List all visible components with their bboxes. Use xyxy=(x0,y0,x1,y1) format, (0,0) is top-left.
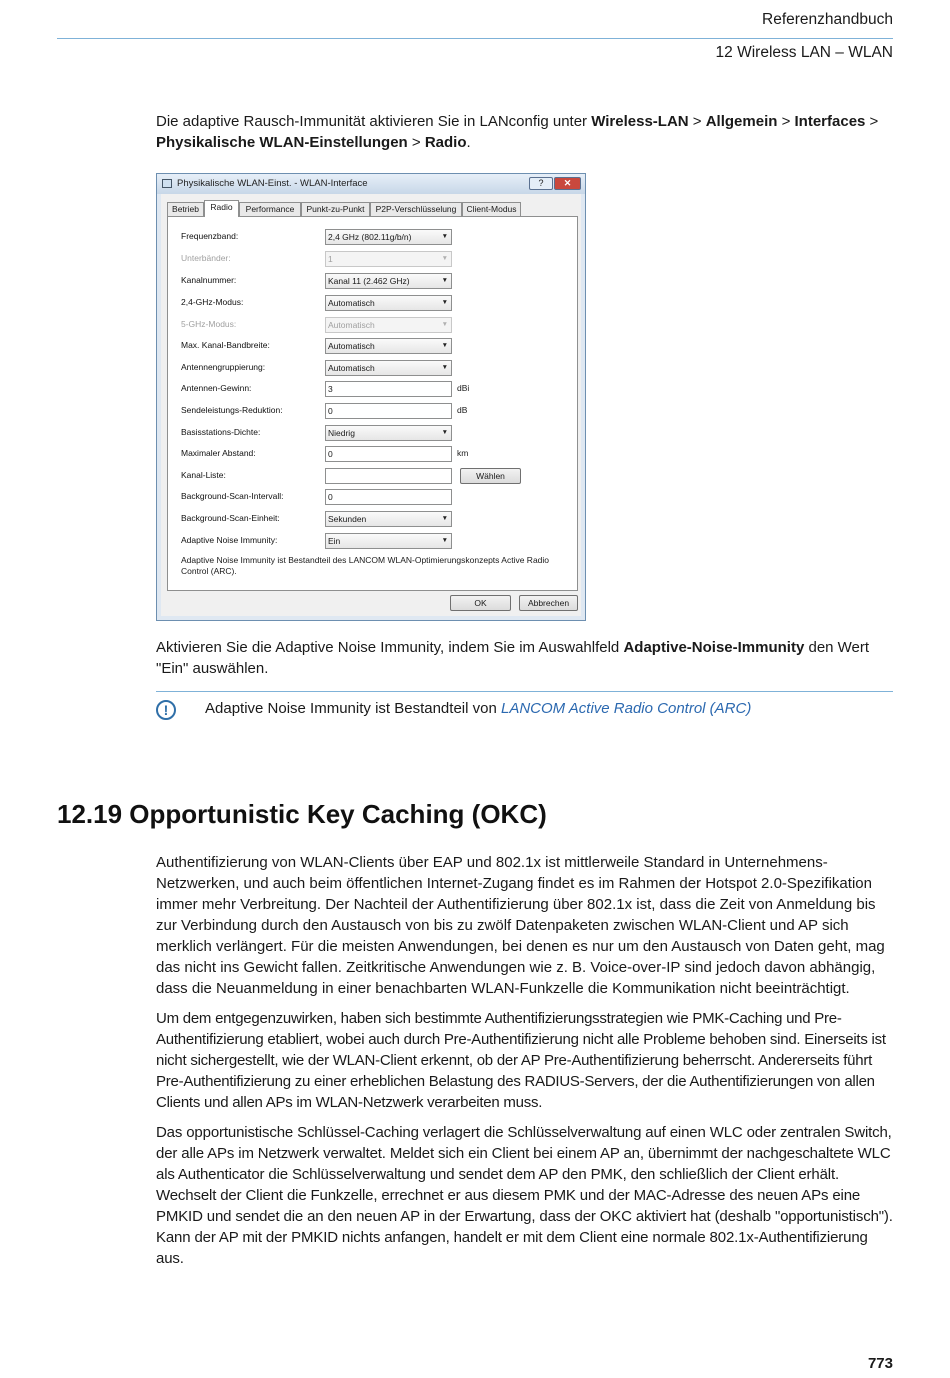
unit-label: dB xyxy=(457,405,468,415)
cancel-button[interactable]: Abbrechen xyxy=(519,595,578,611)
radio-panel xyxy=(167,216,578,591)
body-paragraph-3: Das opportunistische Schlüssel-Caching verlagert die Schlüsselverwaltung auf einen WLC oder zentralen Switch, der alle APs im Netzwerk verwaltet. Meldet sich ein Client bei einem AP an, übernimmt der nachgeschaltete WLC als Authenticator die Schlüsselverwaltung und sendet dem AP den PMK, den schließlich der Client erhält. Wechselt der Client die Funkzelle, errechnet er aus diesem PMK und der MAC-Adresse des neuen APs eine PMKID und sendet die an den neuen AP in der Erwartung, dass der OKC aktiviert hat (deshalb "opportunistisch"). Kann der AP mit der PMKID nichts anfangen, handelt er mit dem Client eine normale 802.1x-Authentifizierung aus. xyxy=(156,1124,893,1267)
scan-interval-input[interactable]: 0 xyxy=(325,489,452,505)
frequenzband-select[interactable]: 2,4 GHz (802.11g/b/n) ▼ xyxy=(325,229,452,245)
mode-5ghz-select: Automatisch ▼ xyxy=(325,317,452,333)
antenna-gain-input[interactable]: 3 xyxy=(325,381,452,397)
tab-performance[interactable]: Performance xyxy=(239,202,301,216)
instruction-paragraph xyxy=(156,637,894,679)
field-label: Basisstations-Dichte: xyxy=(181,427,261,437)
field-label: Adaptive Noise Immunity: xyxy=(181,535,278,545)
field-label: Background-Scan-Intervall: xyxy=(181,491,284,501)
intro-text: Die adaptive Rausch-Immunität aktivieren Sie in LANconfig unter xyxy=(156,113,592,130)
menu-path-wlan: Wireless-LAN xyxy=(591,113,689,130)
tab-radio[interactable]: Radio xyxy=(204,200,239,217)
field-label: Kanal-Liste: xyxy=(181,470,226,480)
max-distance-input[interactable]: 0 xyxy=(325,446,452,462)
info-note xyxy=(205,700,751,717)
ok-button[interactable]: OK xyxy=(450,595,511,611)
field-label: Kanalnummer: xyxy=(181,275,237,285)
menu-path-allgemein: Allgemein xyxy=(705,113,778,130)
field-label: Unterbänder: xyxy=(181,253,231,263)
bandwidth-select[interactable]: Automatisch ▼ xyxy=(325,338,452,354)
info-text: Adaptive Noise Immunity ist Bestandteil von xyxy=(205,700,501,717)
dialog-note: Adaptive Noise Immunity ist Bestandteil des LANCOM WLAN-Optimierungskonzepts Active Radio Control (ARC). xyxy=(181,555,550,576)
tab-punkt-zu-punkt[interactable]: Punkt-zu-Punkt xyxy=(301,202,370,216)
path-separator: > xyxy=(777,113,795,130)
info-icon: ! xyxy=(156,700,176,720)
field-label: Background-Scan-Einheit: xyxy=(181,513,280,523)
arc-link[interactable]: LANCOM Active Radio Control (ARC) xyxy=(500,700,752,717)
menu-path-physical: Physikalische WLAN-Einstellungen xyxy=(156,134,408,151)
field-name: Adaptive-Noise-Immunity xyxy=(623,639,805,656)
field-label: Maximaler Abstand: xyxy=(181,448,256,458)
kanalnummer-select[interactable]: Kanal 11 (2.462 GHz) ▼ xyxy=(325,273,452,289)
antenna-grouping-select[interactable]: Automatisch ▼ xyxy=(325,360,452,376)
dialog-title: Physikalische WLAN-Einst. - WLAN-Interface xyxy=(177,178,368,189)
channel-list-input[interactable] xyxy=(325,468,452,484)
path-separator: > xyxy=(407,134,425,151)
page-number: 773 xyxy=(867,1355,893,1372)
mode-24ghz-select[interactable]: Automatisch ▼ xyxy=(325,295,452,311)
scan-unit-select[interactable]: Sekunden ▼ xyxy=(325,511,452,527)
instruction-text: Aktivieren Sie die Adaptive Noise Immunity, indem Sie im Auswahlfeld xyxy=(156,639,624,656)
body-paragraph-2: Um dem entgegenzuwirken, haben sich bestimmte Authentifizierungsstrategien wie PMK-Caching und Pre-Authentifizierung etabliert, wobei auch durch Pre-Authentifizierung nicht alle Probleme behoben sind. Einerseits ist nicht sichergestellt, wie der WLAN-Client erkennt, ob der AP Pre-Authentifizierung beherrscht. Andererseits führt Pre-Authentifizierung zu einer erheblichen Belastung des RADIUS-Servers, der die Authentifizierungen von allen Clients und allen APs im WLAN-Netzwerk verarbeiten muss. xyxy=(156,1010,886,1111)
station-density-select[interactable]: Niedrig ▼ xyxy=(325,425,452,441)
unit-label: dBi xyxy=(457,383,470,393)
dialog-body xyxy=(161,194,581,616)
unterbaender-select: 1 ▼ xyxy=(325,251,452,267)
body-paragraph-1: Authentifizierung von WLAN-Clients über EAP und 802.1x ist mittlerweile Standard in Unternehmens-Netzwerken, und auch beim öffentlichen Internet-Zugang findet es im Rahmen der Hotspot 2.0-Spezifikation immer mehr Verbreitung. Der Nachteil der Authentifizierung über 802.1x ist, dass die Zeit von Anmeldung bis zur Verbindung durch den Austausch von bis zu zwölf Datenpaketen zwischen WLAN-Client und AP sich merklich verlängert. Für die meisten Anwendungen, bei denen es nur um den Austausch von Daten geht, mag das nicht ins Gewicht fallen. Zeitkritische Anwendungen wie z. B. Voice-over-IP sind jedoch davon abhängig, dass die Neuanmeldung in einer benachbarten WLAN-Funkzelle die Kommunikation nicht beeinträchtigt. xyxy=(156,854,885,997)
header-chapter: 12 Wireless LAN – WLAN xyxy=(715,44,893,61)
noise-immunity-select[interactable]: Ein ▼ xyxy=(325,533,452,549)
field-label: Frequenzband: xyxy=(181,231,239,241)
field-label: Antennen-Gewinn: xyxy=(181,383,252,393)
close-button[interactable]: ✕ xyxy=(554,177,581,190)
section-heading: 12.19 Opportunistic Key Caching (OKC) xyxy=(57,799,547,829)
field-label: Antennengruppierung: xyxy=(181,362,266,372)
note-divider xyxy=(156,691,893,692)
path-separator: > xyxy=(688,113,706,130)
intro-paragraph xyxy=(156,111,894,153)
header-divider xyxy=(57,38,893,39)
menu-path-radio: Radio xyxy=(424,134,467,151)
tab-betrieb[interactable]: Betrieb xyxy=(167,202,204,216)
help-button[interactable]: ? xyxy=(529,177,553,190)
path-separator: > xyxy=(865,113,879,130)
field-label: Max. Kanal-Bandbreite: xyxy=(181,340,270,350)
dialog-titlebar[interactable] xyxy=(157,174,585,194)
intro-end: . xyxy=(466,134,471,151)
choose-button[interactable]: Wählen xyxy=(460,468,521,484)
unit-label: km xyxy=(457,448,469,458)
field-label: Sendeleistungs-Reduktion: xyxy=(181,405,283,415)
power-reduction-input[interactable]: 0 xyxy=(325,403,452,419)
instruction-text: den Wert "Ein" auswählen. xyxy=(156,639,870,677)
settings-dialog xyxy=(156,173,586,621)
header-title: Referenzhandbuch xyxy=(762,11,893,28)
window-icon xyxy=(162,179,172,188)
tab-p2p-verschluesselung[interactable]: P2P-Verschlüsselung xyxy=(370,202,462,216)
menu-path-interfaces: Interfaces xyxy=(794,113,866,130)
field-label: 5-GHz-Modus: xyxy=(181,319,237,329)
tab-client-modus[interactable]: Client-Modus xyxy=(462,202,521,216)
field-label: 2,4-GHz-Modus: xyxy=(181,297,244,307)
